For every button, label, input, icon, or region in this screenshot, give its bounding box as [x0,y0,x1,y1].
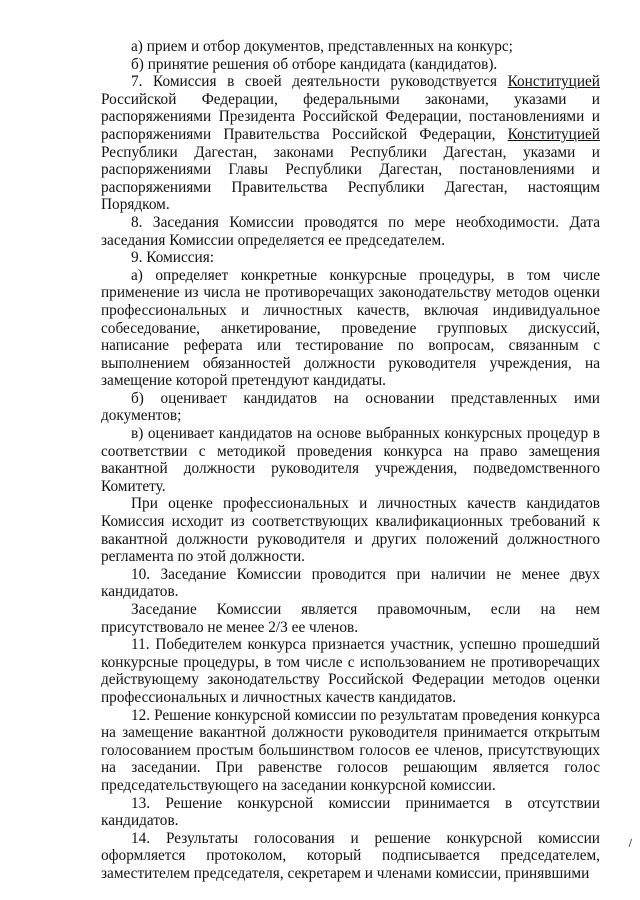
margin-scan-mark: / [628,838,632,849]
constitution-rd-link[interactable]: Конституцией [507,125,600,143]
paragraph-10b: Заседание Комиссии является правомочным, если на нем присутствовало не менее 2/3 ее членов. [101,601,600,636]
constitution-rf-link[interactable]: Конституцией [507,73,600,91]
paragraph-14: 14. Результаты голосования и решение конкурсной комиссии оформляется протоколом, который подписывается председателем, заместителем председателя, секретарем и членами комиссии, принявшими [101,829,600,882]
paragraph-7 [101,73,600,214]
paragraph-12: 12. Решение конкурсной комиссии по результатам проведения конкурса на замещение вакантной должности руководителя принимается открытым голосованием простым большинством голосов ее членов, присутствующих на заседании. При равенстве голосов решающим является голос председательствующего на заседании конкурсной комиссии. [101,706,600,794]
paragraph-6a: а) прием и отбор документов, представленных на конкурс; [131,38,513,55]
paragraph-9a: а) определяет конкретные конкурсные процедуры, в том числе применение из числа не противоречащих законодательству методов оценки профессиональных и личностных качеств, включая индивидуальное собеседование, анкетирование, проведение групповых дискуссий, написание реферата или тестирование по вопросам, связанным с выполнением обязанностей должности руководителя учреждения, на замещение которой претендуют кандидаты. [101,266,600,390]
paragraph-10: 10. Заседание Комиссии проводится при наличии не менее двух кандидатов. [101,565,600,601]
paragraph-8: 8. Заседания Комиссии проводятся по мере необходимости. Дата заседания Комиссии определяется ее председателем. [101,213,600,249]
paragraph-9d: При оценке профессиональных и личностных качеств кандидатов Комиссия исходит из соответствующих квалификационных требований к вакантной должности руководителя и других положений должностного регламента по этой должности. [101,495,600,566]
paragraph-7-text-end: Республики Дагестан, законами Республики Дагестан, указами и распоряжениями Главы Республики Дагестан, постановлениями и распоряжениями Правительства Республики Дагестан, настоящим Порядком. [101,143,600,214]
paragraph-7-text-start: 7. Комиссия в своей деятельности руководствуется [131,73,508,91]
paragraph-6b: б) принятие решения об отборе кандидата (кандидатов). [131,55,498,73]
paragraph-9c: в) оценивает кандидатов на основе выбранных конкурсных процедур в соответствии с методикой проведения конкурса на право замещения вакантной должности руководителя учреждения, подведомственного Комитету. [101,425,600,495]
paragraph-9b: б) оценивает кандидатов на основании представленных ими документов; [101,389,600,425]
paragraph-13: 13. Решение конкурсной комиссии принимается в отсутствии кандидатов. [101,794,600,830]
paragraph-11: 11. Победителем конкурса признается участник, успешно прошедший конкурсные процедуры, в том числе с использованием не противоречащих действующему законодательству Российской Федерации методов оценки профессиональных и личностных качеств кандидатов. [101,636,600,706]
paragraph-7-text-mid: Российской Федерации, федеральными законами, указами и распоряжениями Президента Российской Федерации, постановлениями и распоряжениями Правительства Российской Федерации, [101,90,600,143]
paragraph-9: 9. Комиссия: [131,249,215,267]
